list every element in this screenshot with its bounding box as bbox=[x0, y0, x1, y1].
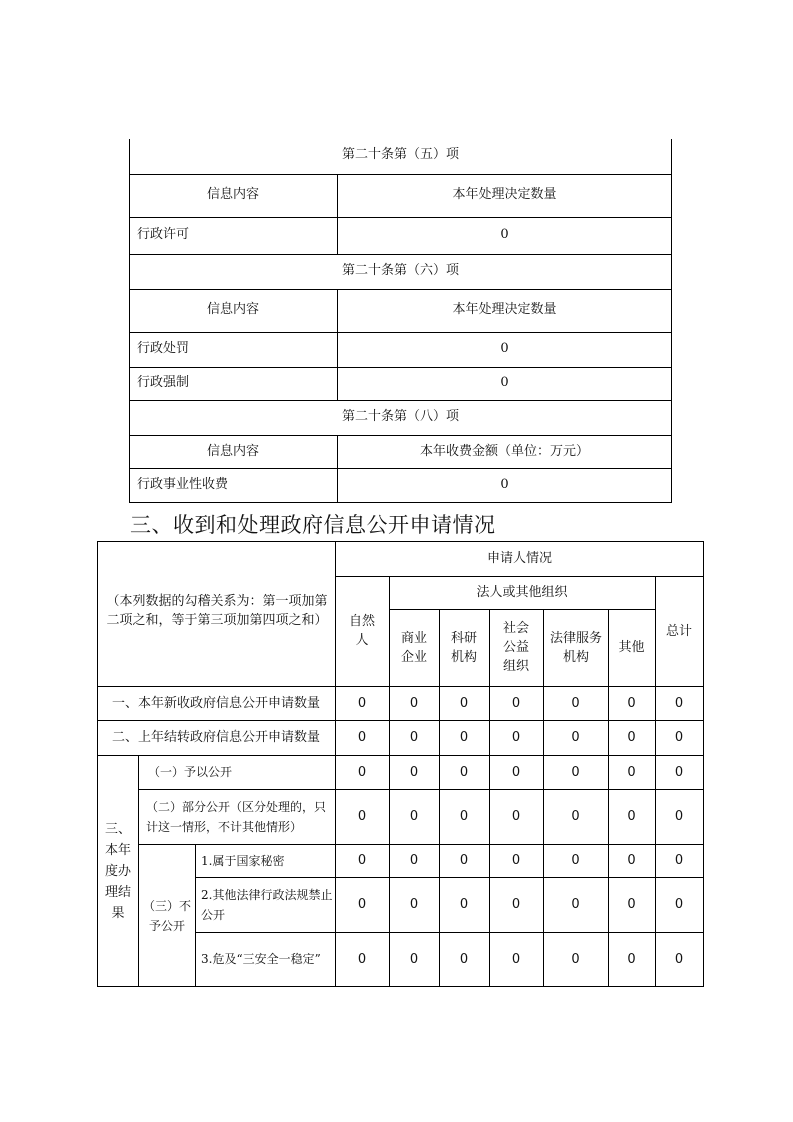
value-cell: 0 bbox=[674, 951, 684, 967]
row-label: 行政处罚 bbox=[137, 341, 190, 356]
value-cell: 0 bbox=[409, 951, 419, 967]
value-cell: 0 bbox=[357, 853, 367, 868]
value-cell: 0 bbox=[674, 809, 684, 824]
row-value: 0 bbox=[500, 227, 509, 242]
row-label: 行政事业性收费 bbox=[137, 477, 229, 492]
row-carried-over: 二、上年结转政府信息公开申请数量 bbox=[111, 730, 320, 745]
value-cell: 0 bbox=[409, 764, 419, 780]
value-cell: 0 bbox=[459, 951, 469, 967]
natural-person-header: 自然人 bbox=[348, 614, 375, 648]
value-cell: 0 bbox=[571, 897, 580, 912]
value-cell: 0 bbox=[511, 695, 521, 711]
value-cell: 0 bbox=[571, 809, 580, 824]
value-cell: 0 bbox=[409, 730, 419, 745]
value-cell: 0 bbox=[571, 951, 580, 967]
col-header-value: 本年处理决定数量 bbox=[452, 302, 557, 317]
row-prohibited-by-law: 2.其他法律行政法规禁止公开 bbox=[201, 887, 333, 922]
value-cell: 0 bbox=[511, 809, 521, 824]
row-value: 0 bbox=[500, 477, 509, 492]
value-cell: 0 bbox=[409, 853, 419, 868]
section-3-title: 三、收到和处理政府信息公开申请情况 bbox=[130, 513, 496, 537]
value-cell: 0 bbox=[627, 764, 636, 780]
value-cell: 0 bbox=[674, 695, 684, 711]
value-cell: 0 bbox=[459, 764, 469, 780]
col-header-item: 信息内容 bbox=[206, 302, 259, 317]
value-cell: 0 bbox=[511, 951, 521, 967]
col-public-welfare: 社会公益组织 bbox=[502, 621, 529, 674]
col-header-item: 信息内容 bbox=[206, 444, 259, 459]
col-header-value: 本年处理决定数量 bbox=[452, 187, 557, 202]
value-cell: 0 bbox=[459, 897, 469, 912]
value-cell: 0 bbox=[511, 897, 521, 912]
value-cell: 0 bbox=[571, 764, 580, 780]
row-state-secret: 1.属于国家秘密 bbox=[201, 853, 285, 868]
value-cell: 0 bbox=[409, 695, 419, 711]
application-handling-table bbox=[97, 541, 704, 987]
value-cell: 0 bbox=[511, 764, 521, 780]
col-total: 总计 bbox=[665, 623, 692, 639]
col-commercial: 商业企业 bbox=[400, 630, 427, 665]
value-cell: 0 bbox=[627, 809, 636, 824]
value-cell: 0 bbox=[571, 730, 580, 745]
value-cell: 0 bbox=[674, 897, 684, 912]
value-cell: 0 bbox=[409, 809, 419, 824]
value-cell: 0 bbox=[674, 853, 684, 868]
value-cell: 0 bbox=[357, 695, 367, 711]
applicant-header: 申请人情况 bbox=[486, 551, 552, 566]
value-cell: 0 bbox=[459, 730, 469, 745]
value-cell: 0 bbox=[357, 951, 367, 967]
row-endangers-security: 3.危及“三安全一稳定” bbox=[201, 952, 321, 966]
col-header-value: 本年收费金额（单位：万元） bbox=[419, 444, 589, 459]
value-cell: 0 bbox=[571, 695, 580, 711]
value-cell: 0 bbox=[627, 897, 636, 912]
value-cell: 0 bbox=[409, 897, 419, 912]
row-value: 0 bbox=[500, 341, 509, 356]
value-cell: 0 bbox=[459, 695, 469, 711]
col-header-item: 信息内容 bbox=[206, 187, 259, 202]
col-research: 科研机构 bbox=[450, 630, 477, 665]
col-other: 其他 bbox=[618, 640, 645, 655]
value-cell: 0 bbox=[674, 764, 684, 780]
value-cell: 0 bbox=[571, 853, 580, 868]
value-cell: 0 bbox=[459, 809, 469, 824]
value-cell: 0 bbox=[357, 730, 367, 745]
value-cell: 0 bbox=[627, 853, 636, 868]
row-new-requests: 一、本年新收政府信息公开申请数量 bbox=[111, 695, 320, 711]
row-group-not-disclosed: （三）不予公开 bbox=[143, 898, 192, 933]
row-label: 行政许可 bbox=[137, 227, 190, 242]
disclosure-decisions-table bbox=[129, 139, 672, 503]
row-partially-disclosed: （二）部分公开（区分处理的，只计这一情形，不计其他情形） bbox=[146, 799, 327, 834]
value-cell: 0 bbox=[511, 853, 521, 868]
section-heading-8: 第二十条第（八）项 bbox=[341, 409, 459, 424]
value-cell: 0 bbox=[357, 809, 367, 824]
row-disclosed: （一）予以公开 bbox=[148, 765, 233, 779]
value-cell: 0 bbox=[627, 695, 636, 711]
value-cell: 0 bbox=[627, 951, 636, 967]
value-cell: 0 bbox=[459, 853, 469, 868]
table-note: （本列数据的勾稽关系为：第一项加第二项之和，等于第三项加第四项之和） bbox=[106, 594, 328, 628]
row-group-results: 三、本年度办理结果 bbox=[105, 821, 132, 921]
value-cell: 0 bbox=[511, 730, 521, 745]
value-cell: 0 bbox=[357, 897, 367, 912]
legal-group-header: 法人或其他组织 bbox=[476, 585, 568, 600]
row-label: 行政强制 bbox=[137, 375, 190, 390]
value-cell: 0 bbox=[627, 730, 636, 745]
section-heading-6: 第二十条第（六）项 bbox=[341, 263, 459, 278]
col-legal-service: 法律服务机构 bbox=[549, 630, 602, 665]
row-value: 0 bbox=[500, 375, 509, 390]
value-cell: 0 bbox=[357, 764, 367, 780]
value-cell: 0 bbox=[674, 730, 684, 745]
section-heading-5: 第二十条第（五）项 bbox=[341, 147, 459, 162]
